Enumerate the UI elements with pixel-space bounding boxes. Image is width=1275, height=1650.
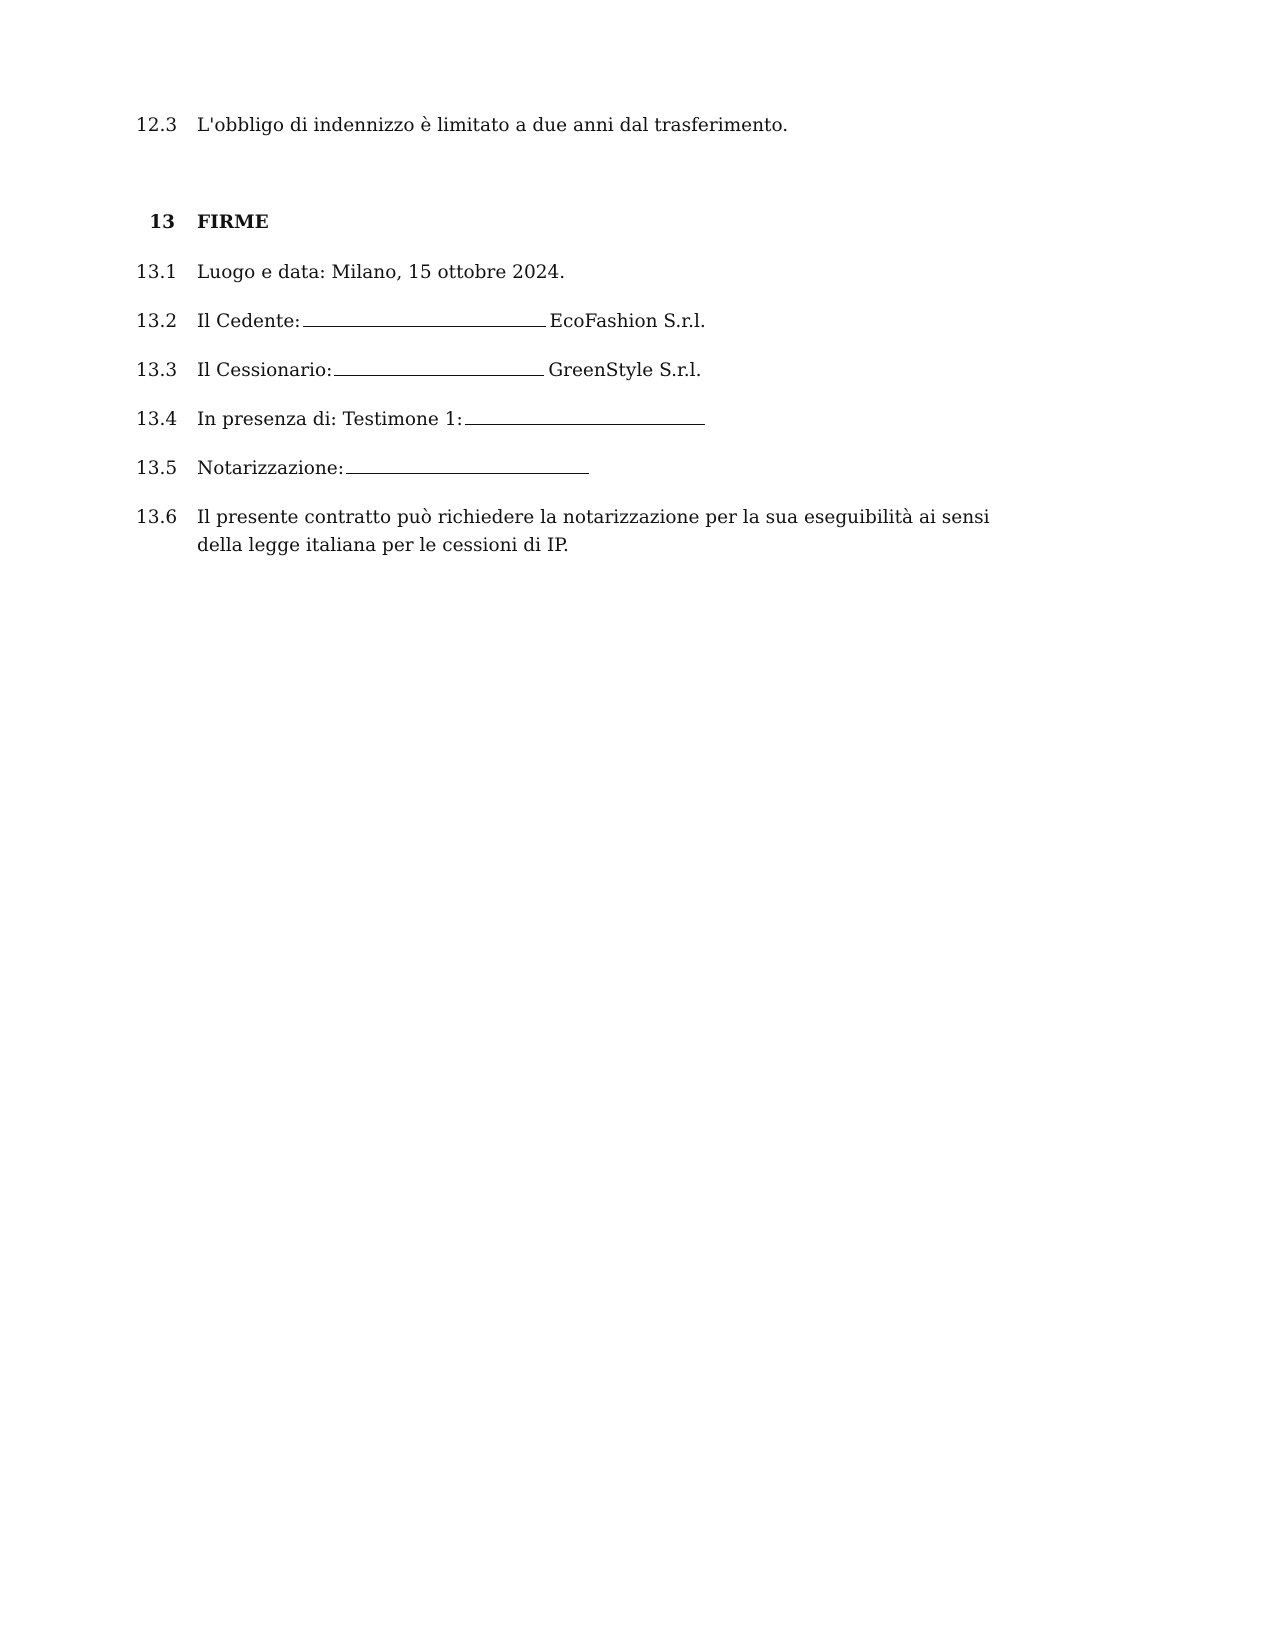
signature-label: In presenza di: Testimone 1: — [197, 409, 463, 430]
signature-label: Il Cessionario: — [197, 360, 333, 381]
clause-number: 13.4 — [136, 409, 178, 430]
clause-text: Luogo e data: Milano, 15 ottobre 2024. — [197, 262, 566, 283]
clause-13-1 — [136, 259, 1036, 287]
clause-number: 12.3 — [136, 115, 178, 136]
signature-line-cedente[interactable] — [303, 308, 546, 327]
clause-number: 13.2 — [136, 311, 178, 332]
signature-line-notary[interactable] — [346, 455, 589, 474]
clause-text: L'obbligo di indennizzo è limitato a due anni dal trasferimento. — [197, 115, 789, 136]
clause-13-6 — [136, 504, 1036, 560]
clause-number: 13.5 — [136, 458, 178, 479]
clause-13-5 — [136, 455, 1036, 483]
clause-13-4 — [136, 406, 1036, 434]
party-name: EcoFashion S.r.l. — [549, 311, 706, 332]
section-heading — [136, 209, 1036, 237]
clause-13-3 — [136, 357, 1036, 385]
signature-line-cessionario[interactable] — [334, 357, 544, 376]
party-name: GreenStyle S.r.l. — [548, 360, 702, 381]
section-title: FIRME — [197, 212, 269, 233]
clause-number: 13.3 — [136, 360, 178, 381]
clause-number: 13.1 — [136, 262, 178, 283]
section-number: 13 — [149, 212, 175, 233]
clause-13-2 — [136, 308, 1036, 336]
clause-12-3 — [136, 112, 1036, 140]
clause-text: Il presente contratto può richiedere la notarizzazione per la sua eseguibilità ai sensi della legge italiana per le cessioni di IP. — [197, 507, 990, 556]
clause-number: 13.6 — [136, 507, 178, 528]
signature-label: Notarizzazione: — [197, 458, 344, 479]
signature-line-witness[interactable] — [465, 406, 705, 425]
signature-label: Il Cedente: — [197, 311, 301, 332]
